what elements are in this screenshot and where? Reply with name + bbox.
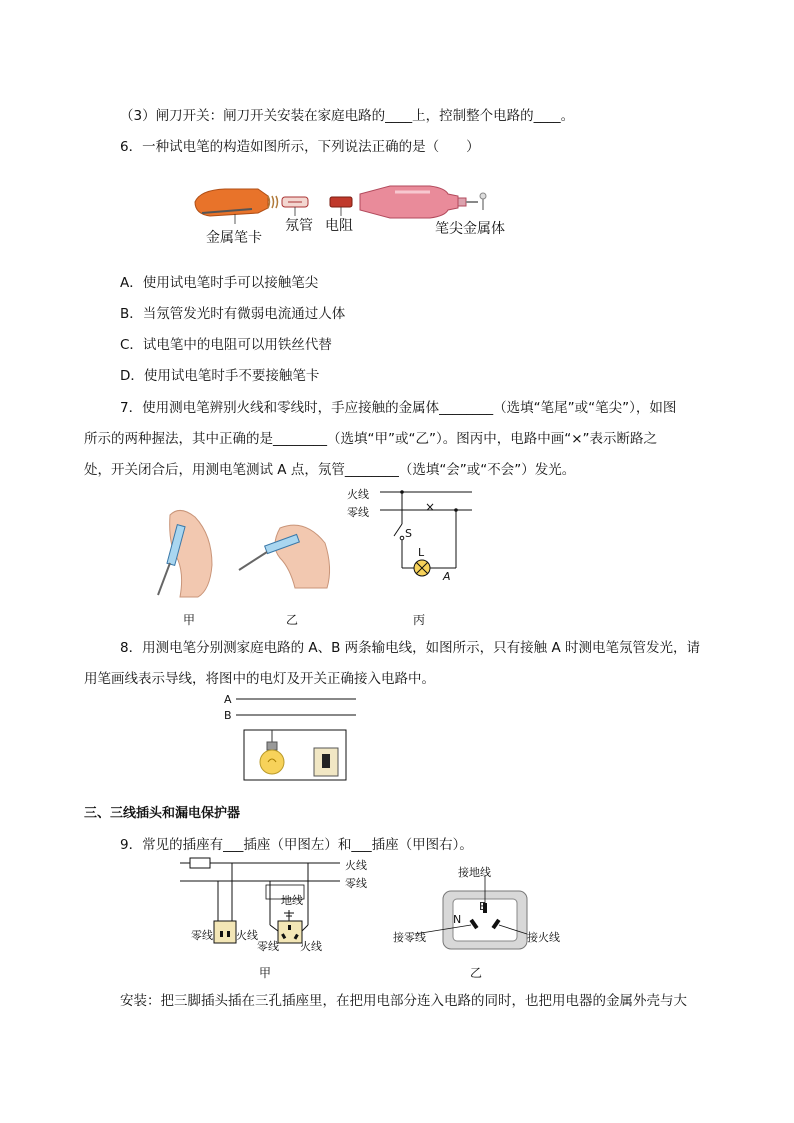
question-6-stem: 6．一种试电笔的构造如图所示，下列说法正确的是（ ） bbox=[120, 139, 480, 155]
hand-grip-yi-figure bbox=[235, 518, 335, 593]
label-q9-live: 火线 bbox=[345, 859, 367, 872]
caption-bing: 丙 bbox=[413, 613, 426, 627]
label-point-a: A bbox=[443, 570, 451, 583]
caption-q9-yi: 乙 bbox=[470, 966, 483, 980]
label-q9-neutral: 零线 bbox=[345, 877, 367, 890]
section-3-heading: 三、三线插头和漏电保护器 bbox=[84, 806, 241, 821]
label-neon-tube: 氖管 bbox=[285, 218, 313, 234]
caption-q9-jia: 甲 bbox=[259, 966, 272, 980]
pin-e: E bbox=[479, 900, 486, 913]
label-neutral-wire: 零线 bbox=[347, 506, 369, 519]
option-c: C．试电笔中的电阻可以用铁丝代替 bbox=[120, 337, 332, 353]
label-live-wire: 火线 bbox=[347, 488, 369, 501]
label-q9-ground: 地线 bbox=[281, 894, 303, 907]
install-paragraph: 安装：把三脚插头插在三孔插座里，在把用电部分连入电路的同时，也把用电器的金属外壳与大 bbox=[120, 993, 687, 1009]
break-mark: × bbox=[425, 500, 436, 514]
label-to-ground: 接地线 bbox=[458, 866, 491, 879]
label-left-neutral: 零线 bbox=[191, 929, 213, 942]
wiring-diagram-q8 bbox=[236, 692, 361, 784]
question-5-3: （3）闸刀开关：闸刀开关安装在家庭电路的____上，控制整个电路的____。 bbox=[120, 108, 575, 124]
label-resistor: 电阻 bbox=[325, 218, 353, 234]
option-a: A．使用试电笔时手可以接触笔尖 bbox=[120, 275, 319, 291]
label-left-live: 火线 bbox=[236, 929, 258, 942]
caption-yi: 乙 bbox=[286, 613, 299, 627]
label-wire-b: B bbox=[224, 709, 232, 722]
label-right-neutral: 零线 bbox=[257, 940, 279, 953]
question-8-line1: 8．用测电笔分别测家庭电路的 A、B 两条输电线，如图所示，只有接触 A 时测电笔氖管发光，请 bbox=[120, 640, 700, 656]
question-8-line2: 用笔画线表示导线，将图中的电灯及开关正确接入电路中。 bbox=[84, 671, 435, 687]
label-to-neutral: 接零线 bbox=[393, 931, 426, 944]
question-7-line3: 处，开关闭合后，用测电笔测试 A 点，氖管________（选填“会”或“不会”）发光。 bbox=[84, 462, 576, 478]
question-9-stem: 9．常见的插座有___插座（甲图左）和___插座（甲图右）。 bbox=[120, 837, 473, 853]
question-7-line2: 所示的两种握法，其中正确的是________（选填“甲”或“乙”）。图丙中，电路中画“×”表示断路之 bbox=[84, 431, 658, 447]
caption-jia: 甲 bbox=[183, 613, 196, 627]
option-b: B．当氖管发光时有微弱电流通过人体 bbox=[120, 306, 346, 322]
label-metal-clip: 金属笔卡 bbox=[206, 230, 262, 246]
label-pen-tip: 笔尖金属体 bbox=[435, 221, 505, 237]
pin-n: N bbox=[453, 913, 462, 926]
label-lamp-l: L bbox=[418, 546, 425, 559]
three-pin-socket-yi-figure bbox=[435, 885, 535, 955]
label-to-live: 接火线 bbox=[527, 931, 560, 944]
label-right-live: 火线 bbox=[300, 940, 322, 953]
label-switch-s: S bbox=[405, 527, 412, 540]
question-7-line1: 7．使用测电笔辨别火线和零线时，手应接触的金属体________（选填“笔尾”或“笔尖”），如图 bbox=[120, 400, 677, 416]
label-wire-a: A bbox=[224, 693, 232, 706]
option-d: D．使用试电笔时手不要接触笔卡 bbox=[120, 368, 320, 384]
hand-grip-jia-figure bbox=[150, 505, 220, 600]
